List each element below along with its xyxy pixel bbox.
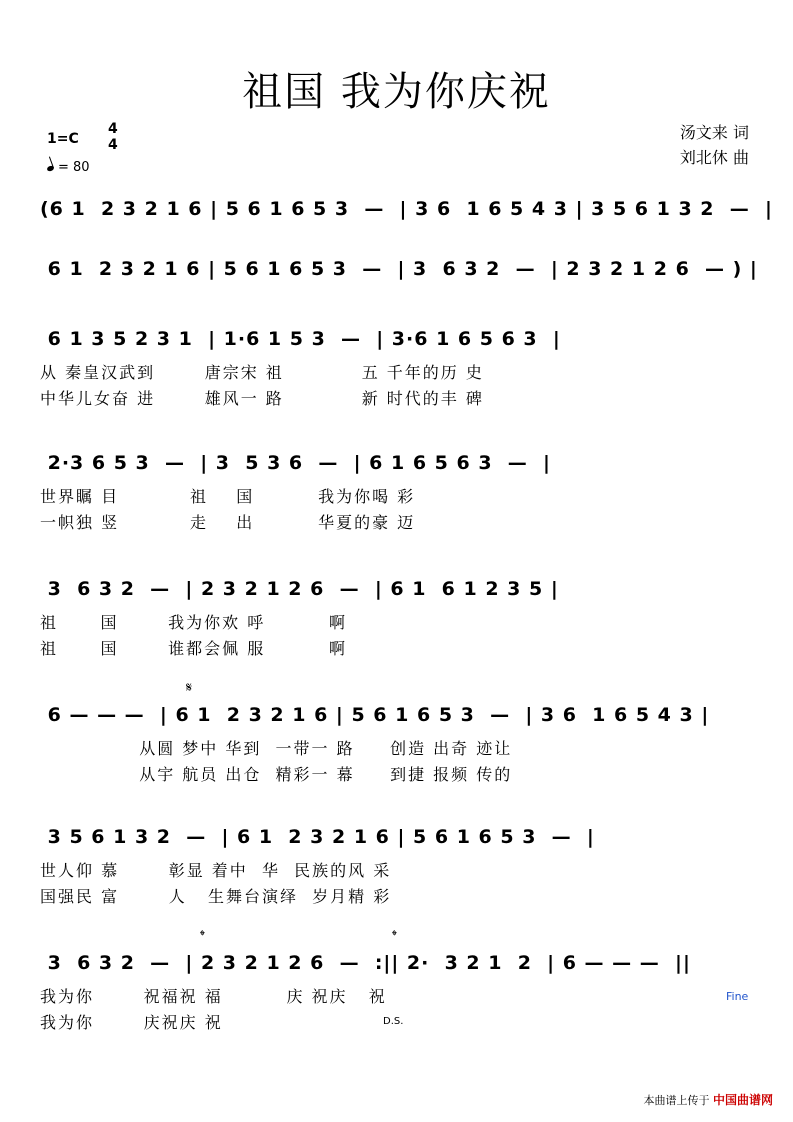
ds-mark: D.S. — [383, 1016, 404, 1027]
footer-text: 本曲谱上传于 — [643, 1094, 710, 1107]
lyrics-row-7-verse-1: 世人仰 慕 彰显 着中 华 民族的风 采 — [40, 861, 392, 880]
fine-mark: Fine — [726, 990, 749, 1003]
lyrics-row-4-verse-2: 一帜独 竖 走 出 华夏的豪 迈 — [40, 513, 416, 532]
notes-row-3: 6 1 3 5 2 3 1 | 1·6 1 5 3 — | 3·6 1 6 5 6 3 | — [40, 328, 561, 350]
key-signature: 1=C — [47, 131, 79, 147]
lyrics-row-5-verse-1: 祖 国 我为你欢 呼 啊 — [40, 613, 347, 632]
lyrics-row-7-verse-2: 国强民 富 人 生舞台演绎 岁月精 彩 — [40, 887, 392, 906]
lyrics-row-3-verse-1: 从 秦皇汉武到 唐宗宋 祖 五 千年的历 史 — [40, 363, 484, 382]
notes-row-6: 6 — — — | 6 1 2 3 2 1 6 | 5 6 1 6 5 3 — | 3 6 1 6 5 4 3 | — [40, 704, 710, 726]
coda-sign-2: 𝄌 — [392, 928, 397, 944]
lyrics-row-6-verse-2: 从宇 航员 出仓 精彩一 幕 到捷 报频 传的 — [40, 765, 513, 784]
notes-row-5: 3 6 3 2 — | 2 3 2 1 2 6 — | 6 1 6 1 2 3 5 | — [40, 578, 559, 600]
lyrics-row-8-verse-1: 我为你 祝福祝 福 庆 祝庆 祝 — [40, 987, 387, 1006]
notes-row-7: 3 5 6 1 3 2 — | 6 1 2 3 2 1 6 | 5 6 1 6 5 3 — | — [40, 826, 595, 848]
notes-row-8: 3 6 3 2 — | 2 3 2 1 2 6 — :|| 2· 3 2 1 2 | 6 — — — || — [40, 952, 691, 974]
segno-sign: 𝄋 — [186, 680, 193, 696]
tempo-value: = 80 — [58, 160, 90, 175]
lyrics-row-6-verse-1: 从圆 梦中 华到 一带一 路 创造 出奇 迹让 — [40, 739, 513, 758]
lyrics-row-3-verse-2: 中华儿女奋 进 雄风一 路 新 时代的丰 碑 — [40, 389, 484, 408]
lyrics-row-4-verse-1: 世界瞩 目 祖 国 我为你喝 彩 — [40, 487, 416, 506]
time-signature-bottom: 4 — [108, 137, 118, 153]
time-signature-top: 4 — [108, 121, 118, 137]
composer: 刘北休 曲 — [679, 148, 749, 167]
notes-row-4: 2·3 6 5 3 — | 3 5 3 6 — | 6 1 6 5 6 3 — | — [40, 452, 551, 474]
quarter-note-icon — [46, 165, 54, 172]
notes-row-2: 6 1 2 3 2 1 6 | 5 6 1 6 5 3 — | 3 6 3 2 — | 2 3 2 1 2 6 — ) | — [40, 258, 758, 280]
site-logo[interactable]: 中国曲谱网 — [712, 1093, 773, 1107]
credits — [680, 120, 749, 170]
tempo-mark — [47, 160, 90, 175]
coda-sign-1: 𝄌 — [200, 928, 205, 944]
lyricist: 汤文来 词 — [679, 123, 749, 142]
lyrics-row-8-verse-2: 我为你 庆祝庆 祝 — [40, 1013, 351, 1032]
footer — [643, 1091, 773, 1108]
lyrics-row-5-verse-2: 祖 国 谁都会佩 服 啊 — [40, 639, 347, 658]
page-title: 祖国 我为你庆祝 — [242, 69, 551, 115]
notes-row-1: (6 1 2 3 2 1 6 | 5 6 1 6 5 3 — | 3 6 1 6 5 4 3 | 3 5 6 1 3 2 — | — [40, 198, 773, 220]
